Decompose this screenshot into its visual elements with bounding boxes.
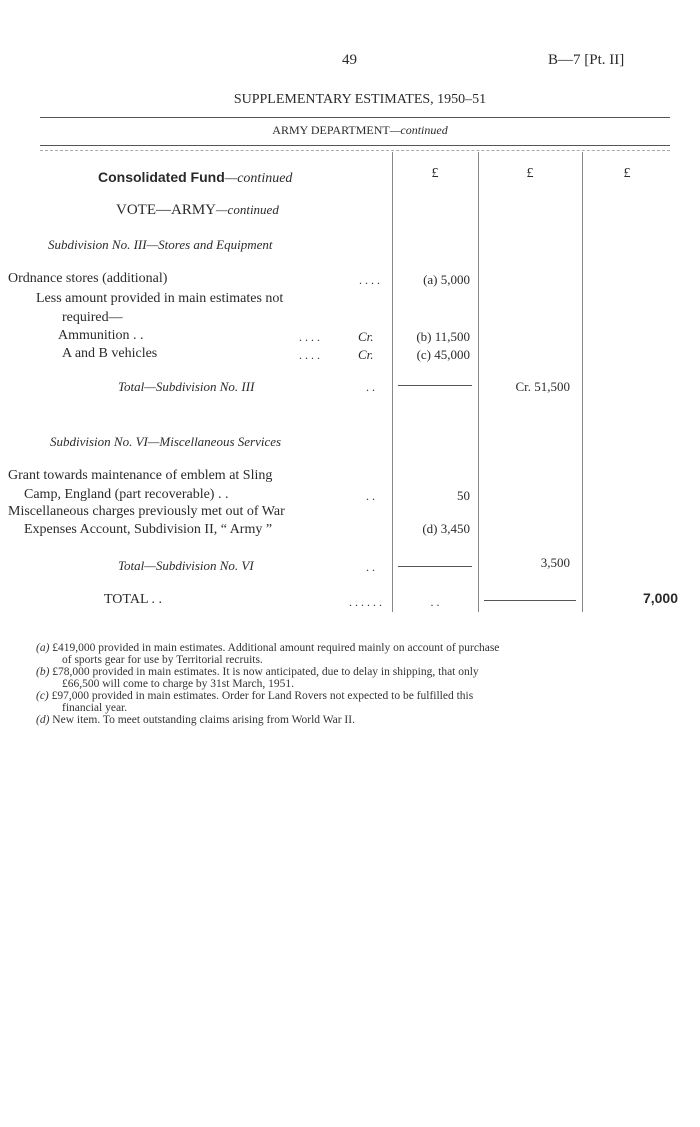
total-value: 7,000 [642, 590, 678, 606]
footnote-d [36, 714, 696, 726]
footnote-b-mark: (b) [36, 666, 50, 678]
department-suffix: —continued [389, 123, 448, 137]
fund-heading [98, 169, 292, 187]
department-rule [40, 145, 670, 146]
misc-line-1: Miscellaneous charges previously met out of War [8, 504, 285, 519]
department-name: ARMY DEPARTMENT [272, 123, 390, 137]
ammunition-value: (b) 11,500 [416, 329, 470, 344]
vehicles-cr: Cr. [358, 347, 374, 362]
grant-line-2: Camp, England (part recoverable) . . [24, 487, 229, 502]
ordnance-label: Ordnance stores (additional) [8, 271, 168, 286]
vehicles-value: (c) 45,000 [416, 347, 470, 362]
grant-line-1: Grant towards maintenance of emblem at Sling [8, 468, 273, 483]
footnote-d-line-1: New item. To meet outstanding claims arising from World War II. [52, 714, 355, 726]
footnote-a [36, 642, 696, 666]
grant-dots: . . [366, 489, 375, 503]
subtotal-rule-6 [398, 566, 472, 567]
column-rule-1 [392, 152, 393, 612]
vote-label: VOTE—ARMY [116, 202, 216, 218]
total-rule [484, 600, 576, 601]
title-rule [40, 117, 670, 118]
ammunition-label: Ammunition . . [58, 328, 144, 343]
ammunition-cr: Cr. [358, 329, 374, 344]
subdivision-3-total-label: Total—Subdivision No. III [118, 379, 255, 394]
vote-heading [116, 202, 279, 219]
misc-line-2: Expenses Account, Subdivision II, “ Army ” [24, 522, 273, 537]
page-number: 49 [342, 52, 357, 68]
footnote-b-line-1: £78,000 provided in main estimates. It is now anticipated, due to delay in shipping, that only [52, 666, 479, 678]
subdivision-6-total-dots: . . [366, 560, 375, 574]
total-col1-dots: . . [430, 595, 440, 609]
total-label: TOTAL . . [104, 592, 162, 607]
footnote-c-line-2: financial year. [62, 702, 128, 714]
vehicles-label: A and B vehicles [62, 346, 158, 361]
footnote-a-line-1: £419,000 provided in main estimates. Additional amount required mainly on account of purchase [52, 642, 500, 654]
subdivision-6-total-value: 3,500 [540, 555, 570, 570]
column-header-2: £ [526, 166, 534, 181]
footnote-d-mark: (d) [36, 714, 50, 726]
vote-suffix: —continued [216, 202, 279, 217]
ordnance-dots: . . . . [359, 273, 380, 287]
subdivision-3-heading: Subdivision No. III—Stores and Equipment [48, 237, 273, 252]
footnote-a-line-2: of sports gear for use by Territorial recruits. [62, 654, 263, 666]
footnote-c-mark: (c) [36, 690, 49, 702]
subtotal-rule-3 [398, 385, 472, 386]
footnote-b-line-2: £66,500 will come to charge by 31st March, 1951. [62, 678, 294, 690]
misc-value: (d) 3,450 [422, 521, 470, 536]
footnote-b [36, 666, 696, 690]
subdivision-3-total-value: Cr. 51,500 [515, 379, 570, 394]
fund-label: Consolidated Fund [98, 169, 225, 185]
column-rule-3 [582, 152, 583, 612]
department-rule-secondary [40, 150, 670, 151]
department-heading [20, 123, 700, 138]
subdivision-6-total-label: Total—Subdivision No. VI [118, 558, 254, 573]
fund-suffix: —continued [224, 171, 293, 186]
footnote-c [36, 690, 696, 714]
footnotes [36, 642, 696, 726]
grant-value: 50 [457, 488, 470, 503]
ammunition-dots: . . . . [299, 330, 320, 344]
less-line-1: Less amount provided in main estimates not [36, 291, 284, 306]
vehicles-dots: . . . . [299, 348, 320, 362]
total-dots: . . . . . . [349, 595, 382, 609]
page-title-text: SUPPLEMENTARY ESTIMATES, 1950–51 [233, 92, 487, 107]
less-line-2: required— [62, 310, 123, 325]
column-header-3: £ [623, 166, 631, 181]
page-reference: B—7 [Pt. II] [548, 52, 625, 68]
subdivision-6-heading: Subdivision No. VI—Miscellaneous Services [50, 434, 282, 449]
subdivision-3-total-dots: . . [366, 380, 375, 394]
ordnance-value: (a) 5,000 [423, 272, 470, 287]
footnote-a-mark: (a) [36, 642, 50, 654]
page-title [0, 92, 700, 108]
column-header-1: £ [431, 166, 439, 181]
footnote-c-line-1: £97,000 provided in main estimates. Order for Land Rovers not expected to be fulfilled this [51, 690, 474, 702]
